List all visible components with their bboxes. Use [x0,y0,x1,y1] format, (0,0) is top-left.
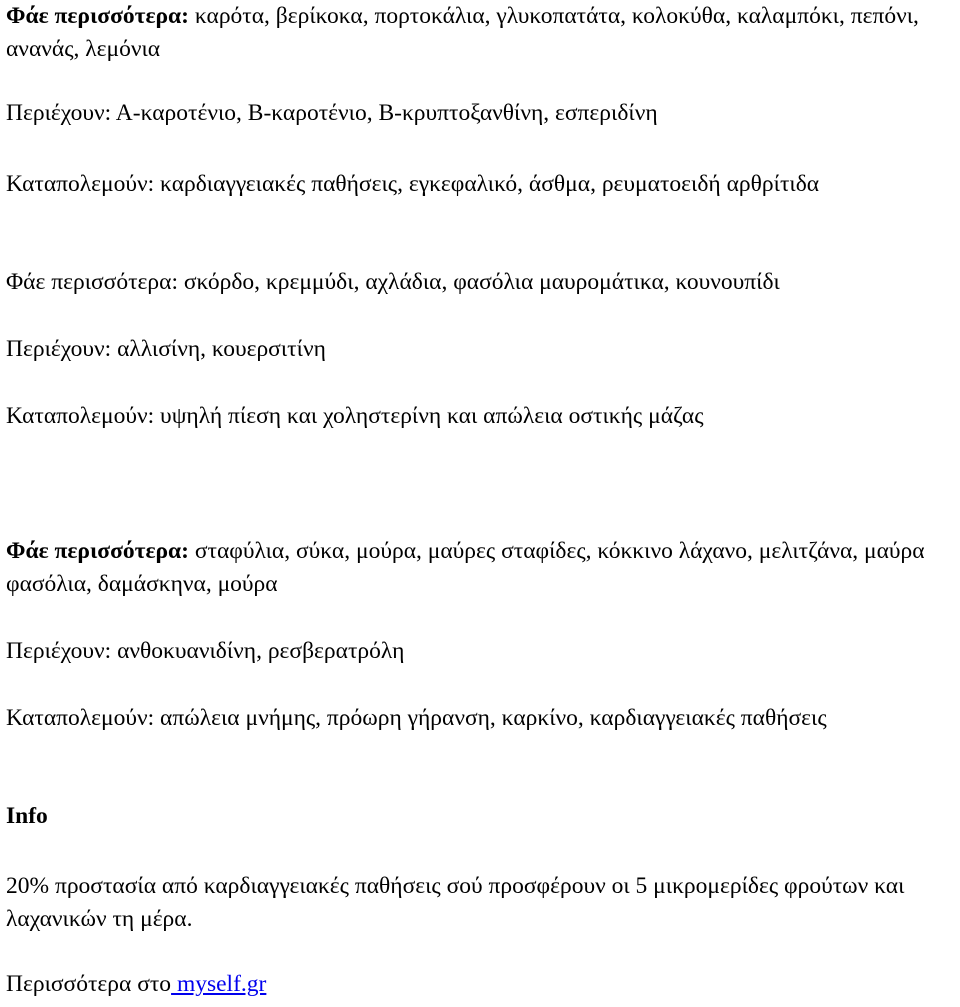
myself-link[interactable]: myself.gr [171,971,267,997]
group1-eat-more [6,0,956,66]
info-more-prefix: Περισσότερα στο [6,971,172,997]
info-more [6,968,956,1001]
group3-contain: Περιέχουν: ανθοκυανιδίνη, ρεσβερατρόλη [6,638,405,664]
group1-contain: Περιέχουν: Α-καροτένιο, Β-καροτένιο, Β-κρυπτοξανθίνη, εσπεριδίνη [6,100,658,126]
group1-eat-more-label: Φάε περισσότερα: [6,3,189,29]
group3-eat-more-label: Φάε περισσότερα: [6,538,189,564]
group1-eat-more-text: καρότα, βερίκοκα, πορτοκάλια, γλυκοπατάτα, κολοκύθα, καλαμπόκι, πεπόνι, ανανάς, λεμόνια [6,3,919,62]
group2-eat-more: Φάε περισσότερα: σκόρδο, κρεμμύδι, αχλάδια, φασόλια μαυρομάτικα, κουνουπίδι [6,269,780,295]
info-heading: Info [6,803,48,829]
group1-fight: Καταπολεμούν: καρδιαγγειακές παθήσεις, εγκεφαλικό, άσθμα, ρευματοειδή αρθρίτιδα [6,171,820,197]
group2-contain: Περιέχουν: αλλισίνη, κουερσιτίνη [6,336,326,362]
group2-fight: Καταπολεμούν: υψηλή πίεση και χοληστερίνη και απώλεια οστικής μάζας [6,403,704,429]
group3-fight: Καταπολεμούν: απώλεια μνήμης, πρόωρη γήρανση, καρκίνο, καρδιαγγειακές παθήσεις [6,705,827,731]
group3-eat-more [6,535,956,601]
info-text: 20% προστασία από καρδιαγγειακές παθήσεις σού προσφέρουν οι 5 μικρομερίδες φρούτων και λαχανικών τη μέρα. [6,873,905,932]
group3-eat-more-text: σταφύλια, σύκα, μούρα, μαύρες σταφίδες, κόκκινο λάχανο, μελιτζάνα, μαύρα φασόλια, δαμάσκηνα, μούρα [6,538,925,597]
